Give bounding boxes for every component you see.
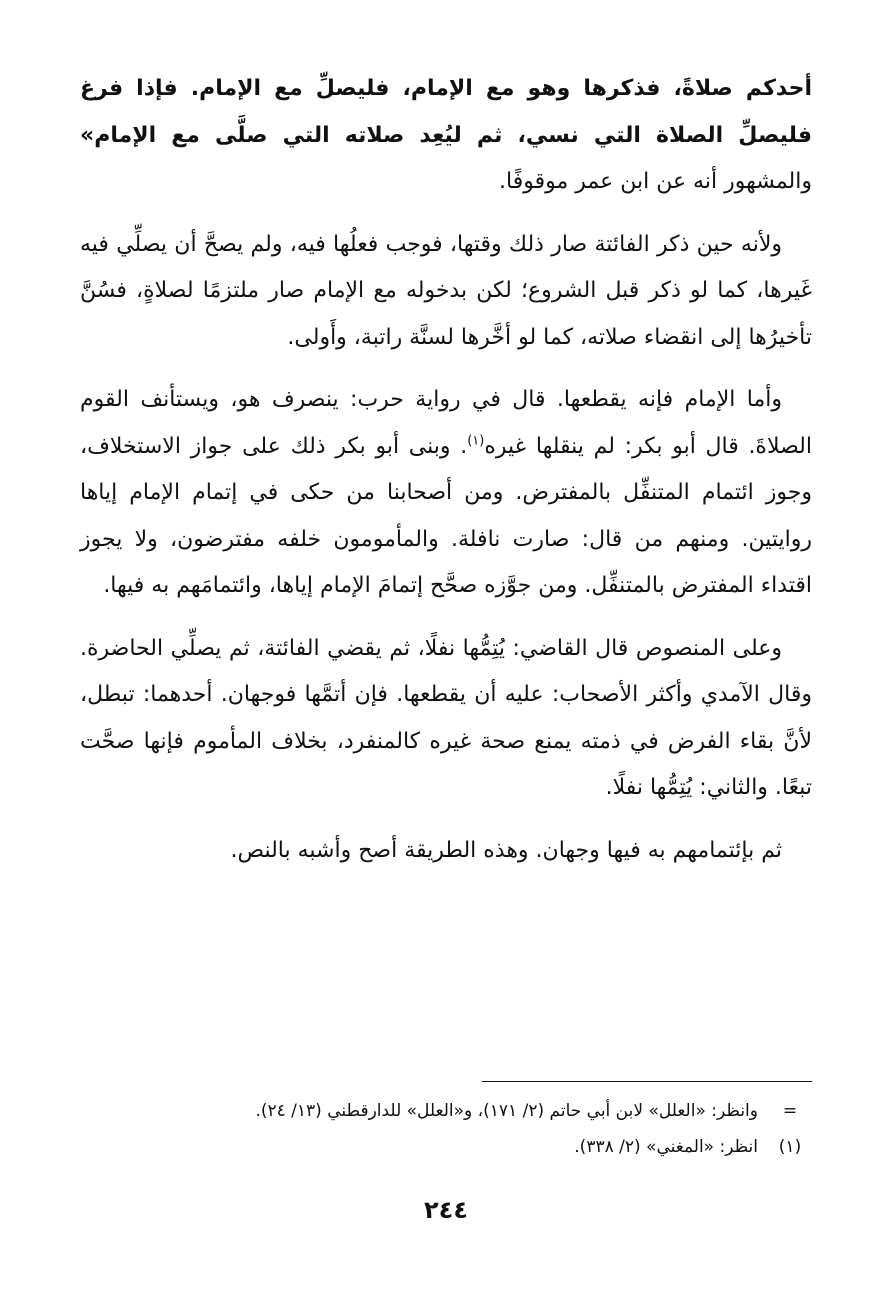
main-text xyxy=(80,66,812,890)
page-number: ٢٤٤ xyxy=(424,1196,468,1224)
paragraph-3-before-ref: وأما الإمام فإنه يقطعها. قال في رواية حرب: ينصرف هو، ويستأنف القوم الصلاةَ. قال أبو بكر: لم ينقلها غيره xyxy=(80,387,812,459)
footnotes xyxy=(80,1093,812,1165)
hadith-quote: أحدكم صلاةً، فذكرها وهو مع الإمام، فليصلِّ مع الإمام. فإذا فرغ فليصلِّ الصلاة التي نسي، ثم ليُعِد صلاته التي صلَّى مع الإمام» xyxy=(80,76,812,148)
footnote-reference[interactable]: (١) xyxy=(467,433,485,449)
paragraph-4: وعلى المنصوص قال القاضي: يُتِمُّها نفلًا، ثم يقضي الفائتة، ثم يصلِّي الحاضرة. وقال الآمدي وأكثر الأصحاب: عليه أن يقطعها. فإن أتمَّها فوجهان. أحدهما: تبطل، لأنَّ بقاء الفرض في ذمته يمنع صحة غيره كالمنفرد، بخلاف المأموم فإنها صحَّت تبعًا. والثاني: يُتِمُّها نفلًا. xyxy=(80,635,812,800)
paragraph-2: ولأنه حين ذكر الفائتة صار ذلك وقتها، فوجب فعلُها فيه، ولم يصحَّ أن يصلِّي فيه غَيرها، كما لو ذكر قبل الشروع؛ لكن بدخوله مع الإمام صار ملتزمًا لصلاةٍ، فسُنَّ تأخيرُها إلى انقضاء صلاته، كما لو أخَّرها لسنَّة راتبة، وأَولى. xyxy=(80,231,812,350)
footnote-separator xyxy=(482,1081,812,1082)
footnote-text: وانظر: «العلل» لابن أبي حاتم (٢/ ١٧١)، و«العلل» للدارقطني (١٣/ ٢٤). xyxy=(255,1101,758,1121)
footnote-item xyxy=(80,1093,812,1129)
paragraph-1 xyxy=(80,66,812,206)
paragraph-3 xyxy=(80,377,812,610)
paragraph-3-after-ref: . وبنى أبو بكر ذلك على جواز الاستخلاف، وجوز ائتمام المتنفِّل بالمفترض. ومن أصحابنا من حكى في إتمام الإمام إياها روايتين. ومنهم من قال: صارت نافلة. والمأمومون خلفه مفترضون، ولا يجوز اقتداء المفترض بالمتنفِّل. ومن جوَّزه صحَّح إتمامَ الإمام إياها، وائتمامَهم به فيها. xyxy=(80,433,812,598)
footnote-item xyxy=(80,1129,812,1165)
footnote-number: (١) xyxy=(778,1137,802,1157)
paragraph-1-rest: والمشهور أنه عن ابن عمر موقوفًا. xyxy=(499,169,812,194)
footnote-text: انظر: «المغني» (٢/ ٣٣٨). xyxy=(574,1137,758,1157)
paragraph-5: ثم بإئتمامهم به فيها وجهان. وهذه الطريقة أصح وأشبه بالنص. xyxy=(230,837,782,863)
footnote-continuation-mark: = xyxy=(782,1101,798,1121)
